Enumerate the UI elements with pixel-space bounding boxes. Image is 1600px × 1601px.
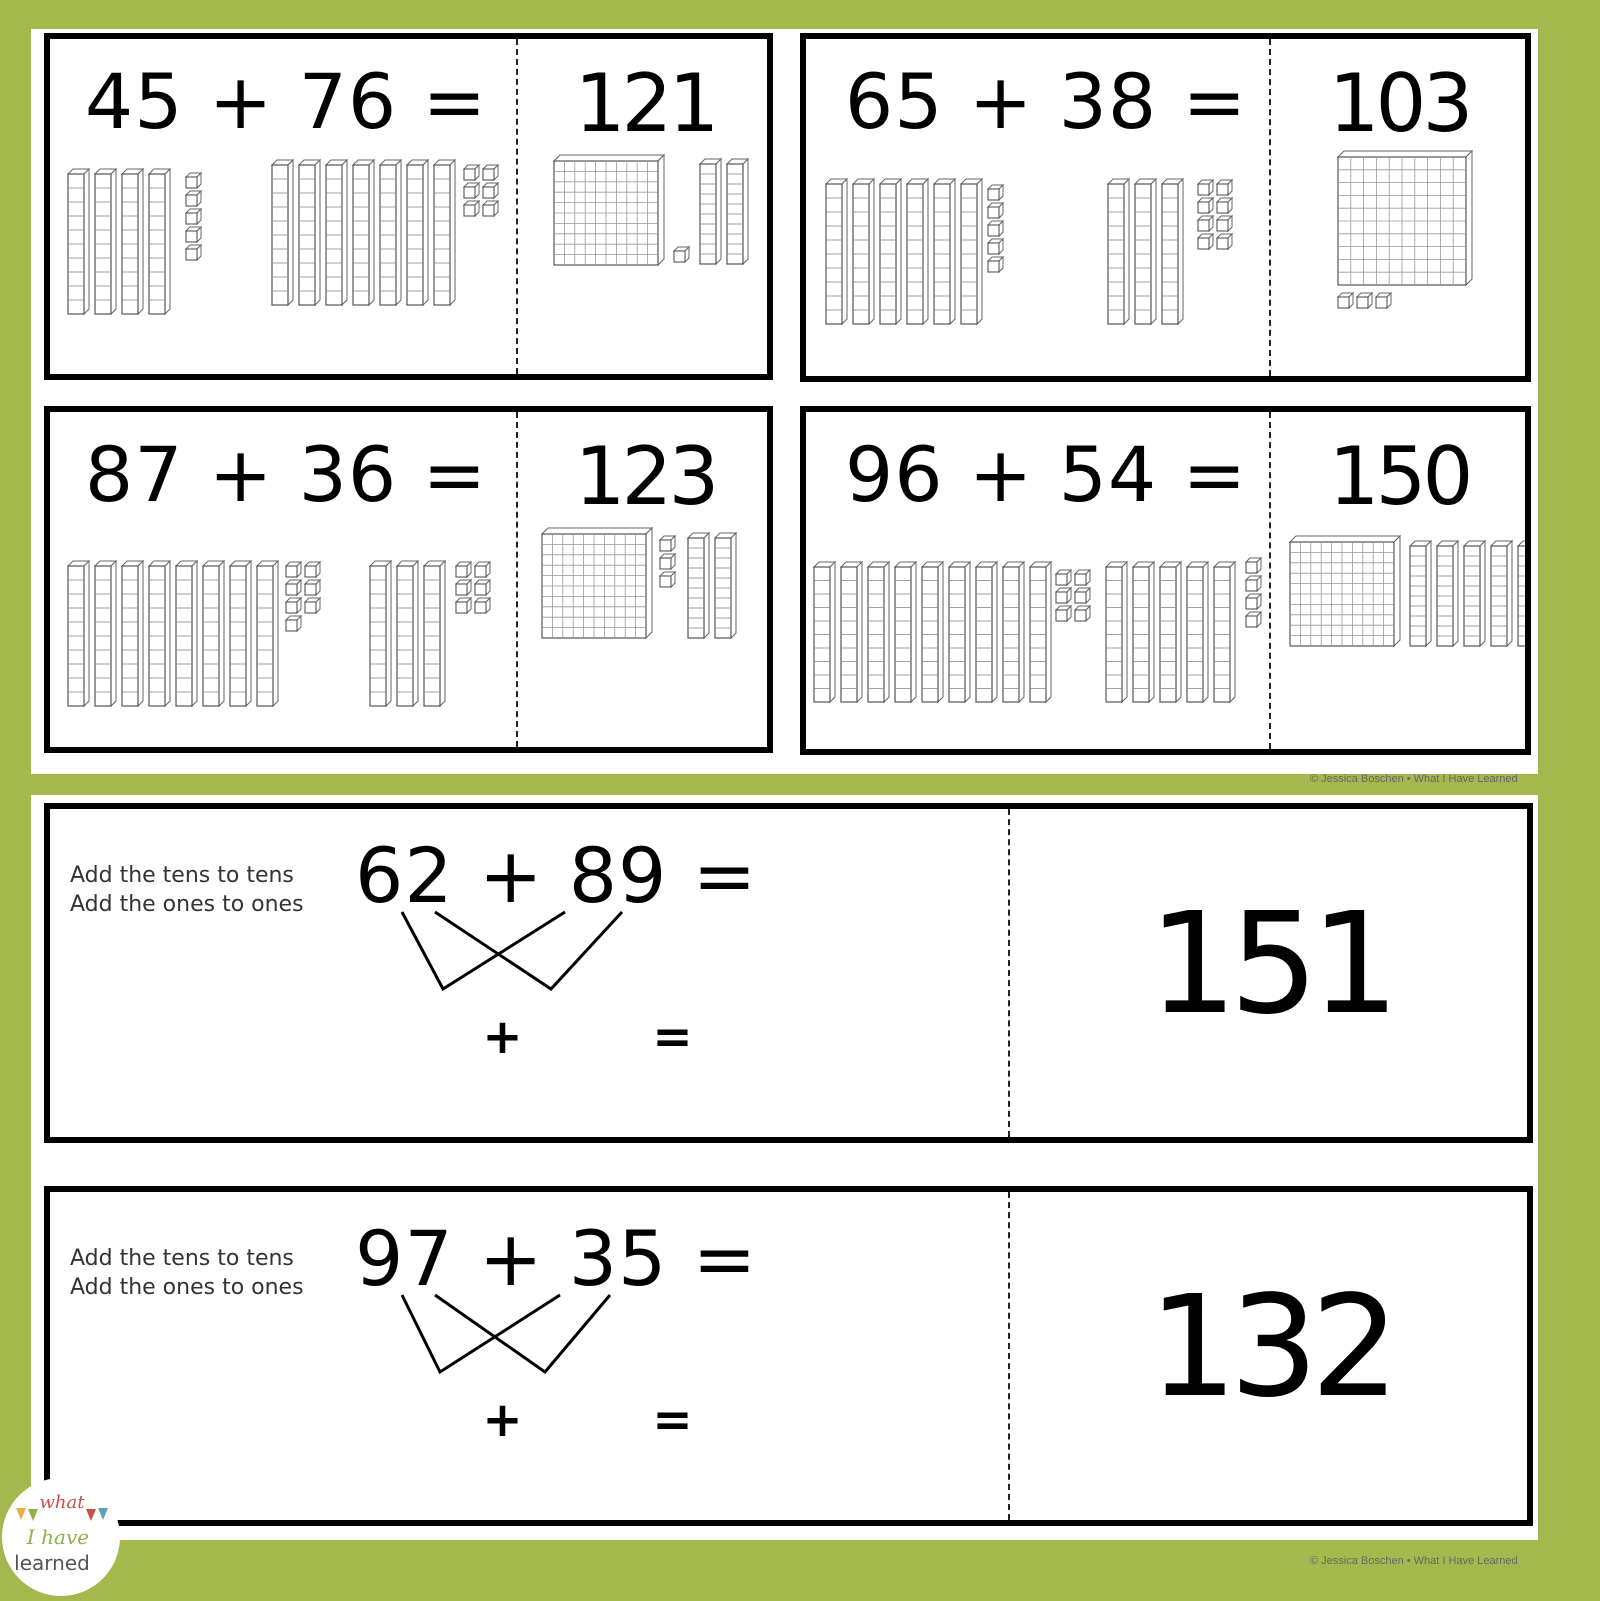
one-cube [1246, 612, 1261, 627]
tens-split-line [402, 1295, 560, 1372]
ten-rod [176, 561, 197, 706]
ten-rod [95, 169, 116, 314]
ten-rod [1135, 179, 1156, 324]
one-cube [305, 562, 320, 577]
ten-rod [895, 562, 916, 702]
blank-plus-sign: + [482, 1009, 524, 1065]
one-cube [1198, 180, 1213, 195]
one-cube [1198, 198, 1213, 213]
one-cube [186, 227, 201, 242]
ten-rod [868, 562, 889, 702]
ten-rod [814, 562, 835, 702]
ten-rod [257, 561, 278, 706]
ten-rod [326, 160, 347, 305]
ten-rod [299, 160, 320, 305]
one-cube [988, 239, 1003, 254]
one-cube [286, 562, 301, 577]
ten-rod [380, 160, 401, 305]
ten-rod [407, 160, 428, 305]
ten-rod [1437, 541, 1458, 646]
card-equation: 97 + 35 = [355, 1214, 758, 1303]
one-cube [286, 598, 301, 613]
task-card-1 [44, 33, 773, 380]
one-cube [456, 562, 471, 577]
ten-rod [1187, 562, 1208, 702]
card-answer: 132 [1148, 1266, 1392, 1429]
base-ten-model [50, 39, 767, 374]
one-cube [456, 580, 471, 595]
one-cube [475, 598, 490, 613]
hundred-flat [542, 528, 652, 638]
one-cube [483, 183, 498, 198]
ten-rod [1491, 541, 1512, 646]
one-cube [660, 536, 675, 551]
ten-rod [1464, 541, 1485, 646]
ten-rod [1106, 562, 1127, 702]
ten-rod [434, 160, 455, 305]
one-cube [286, 616, 301, 631]
one-cube [988, 203, 1003, 218]
ten-rod [961, 179, 982, 324]
task-card-4 [800, 406, 1531, 755]
ten-rod [122, 169, 143, 314]
ten-rod [976, 562, 997, 702]
ten-rod [1214, 562, 1235, 702]
one-cube [483, 165, 498, 180]
one-cube [1056, 570, 1071, 585]
ten-rod [1003, 562, 1024, 702]
ten-rod [715, 533, 736, 638]
one-cube [1246, 558, 1261, 573]
base-ten-model [806, 39, 1525, 376]
one-cube [305, 598, 320, 613]
ten-rod [1518, 541, 1525, 646]
one-cube [660, 572, 675, 587]
one-cube [1217, 198, 1232, 213]
one-cube [1338, 293, 1353, 308]
ten-rod [934, 179, 955, 324]
ten-rod [841, 562, 862, 702]
card-equation: 62 + 89 = [355, 831, 758, 920]
one-cube [1056, 606, 1071, 621]
one-cube [464, 201, 479, 216]
blank-plus-sign: + [482, 1392, 524, 1448]
one-cube [483, 201, 498, 216]
one-cube [1198, 234, 1213, 249]
ten-rod [922, 562, 943, 702]
hundred-flat [1338, 151, 1472, 285]
what-i-have-learned-logo [2, 1478, 120, 1596]
ten-rod [880, 179, 901, 324]
base-ten-model [50, 412, 767, 747]
one-cube [286, 580, 301, 595]
one-cube [464, 183, 479, 198]
one-cube [186, 245, 201, 260]
one-cube [674, 247, 689, 262]
ten-rod [1162, 179, 1183, 324]
split-strategy-card-1 [44, 803, 1533, 1143]
ten-rod [122, 561, 143, 706]
one-cube [988, 185, 1003, 200]
ten-rod [1108, 179, 1129, 324]
logo-word-i-have: I have [26, 1525, 90, 1549]
ten-rod [853, 179, 874, 324]
one-cube [1198, 216, 1213, 231]
one-cube [1246, 594, 1261, 609]
task-card-2 [800, 33, 1531, 382]
card-equation: 87 + 36 = [84, 430, 488, 519]
ten-rod [397, 561, 418, 706]
one-cube [1075, 588, 1090, 603]
ten-rod [95, 561, 116, 706]
ten-rod [203, 561, 224, 706]
ten-rod [68, 561, 89, 706]
one-cube [464, 165, 479, 180]
logo-word-learned: learned [14, 1551, 90, 1575]
ten-rod [149, 561, 170, 706]
instruction-line-1: Add the tens to tens [70, 1246, 294, 1271]
ten-rod [272, 160, 293, 305]
copyright-credit: © Jessica Boschen • What I Have Learned [1310, 1555, 1518, 1567]
card-answer: 151 [1148, 883, 1392, 1046]
ten-rod [688, 533, 709, 638]
one-cube [1056, 588, 1071, 603]
one-cube [988, 257, 1003, 272]
ten-rod [230, 561, 251, 706]
ten-rod [826, 179, 847, 324]
instruction-line-2: Add the ones to ones [70, 892, 304, 917]
ten-rod [149, 169, 170, 314]
card-equation: 96 + 54 = [844, 430, 1248, 519]
ten-rod [907, 179, 928, 324]
ten-rod [1160, 562, 1181, 702]
logo-graphic [2, 1478, 120, 1596]
one-cube [475, 580, 490, 595]
hundred-flat [1290, 536, 1400, 646]
split-strategy-card-2 [44, 1186, 1533, 1526]
instruction-line-2: Add the ones to ones [70, 1275, 304, 1300]
card-answer: 103 [1328, 57, 1470, 150]
one-cube [1246, 576, 1261, 591]
one-cube [988, 221, 1003, 236]
one-cube [1217, 216, 1232, 231]
one-cube [1217, 234, 1232, 249]
tens-split-line [402, 912, 565, 989]
one-cube [1075, 570, 1090, 585]
task-card-3 [44, 406, 773, 753]
one-cube [186, 173, 201, 188]
one-cube [186, 209, 201, 224]
blank-equals-sign: = [652, 1009, 694, 1065]
card-answer: 121 [574, 57, 716, 150]
card-equation: 65 + 38 = [844, 57, 1248, 146]
ten-rod [700, 159, 721, 264]
one-cube [1217, 180, 1232, 195]
one-cube [1357, 293, 1372, 308]
base-ten-model [806, 412, 1525, 749]
copyright-credit: © Jessica Boschen • What I Have Learned [1310, 773, 1518, 785]
ten-rod [1030, 562, 1051, 702]
ones-split-line [435, 1295, 610, 1372]
ten-rod [1410, 541, 1431, 646]
ten-rod [68, 169, 89, 314]
one-cube [456, 598, 471, 613]
ten-rod [370, 561, 391, 706]
ten-rod [727, 159, 748, 264]
card-answer: 150 [1328, 430, 1470, 523]
card-answer: 123 [574, 430, 716, 523]
one-cube [305, 580, 320, 595]
logo-word-what: what [39, 1492, 85, 1513]
one-cube [1075, 606, 1090, 621]
ten-rod [353, 160, 374, 305]
card-equation: 45 + 76 = [84, 57, 488, 146]
hundred-flat [554, 155, 664, 265]
instruction-line-1: Add the tens to tens [70, 863, 294, 888]
blank-equals-sign: = [652, 1392, 694, 1448]
ten-rod [424, 561, 445, 706]
one-cube [1376, 293, 1391, 308]
one-cube [186, 191, 201, 206]
one-cube [660, 554, 675, 569]
ten-rod [949, 562, 970, 702]
ten-rod [1133, 562, 1154, 702]
one-cube [475, 562, 490, 577]
